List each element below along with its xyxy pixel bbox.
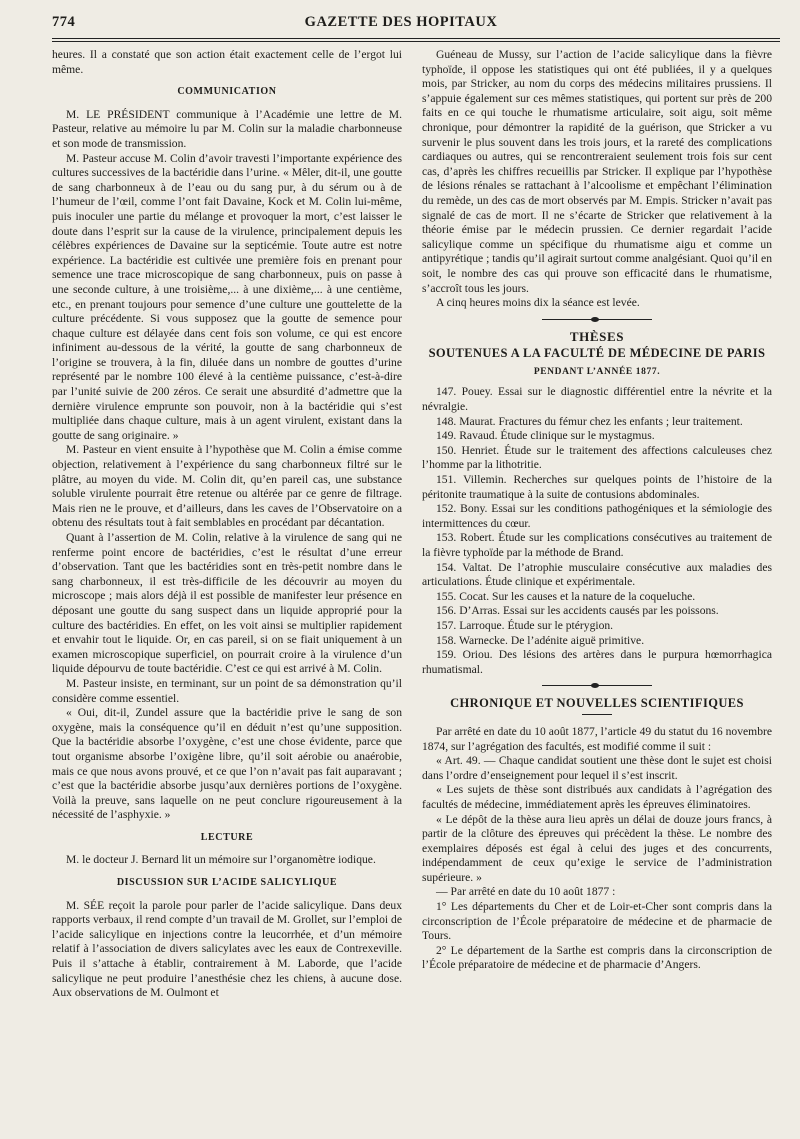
paragraph: M. le docteur J. Bernard lit un mémoire sur l’organomètre iodique. [66, 853, 376, 867]
right-column [422, 48, 772, 1001]
paragraph: M. SÉE reçoit la parole pour parler de l’acide salicylique. Dans deux rapports verbaux, il rend compte d’un travail de M. Grollet, sur l’emploi de l’acide salicylique en injections contre la leucorrhée, et d’un mémoire relatif à l’association de divers salicylates avec les eaux de Contrexeville. Puis il s’attache à établir, contrairement à M. Laborde, que l’acide salicylique ne peut produire l’anesthésie chez les chiens, à aucune dose. Aux observations de M. Oulmont et [52, 898, 402, 1000]
section-heading-chronique: CHRONIQUE ET NOUVELLES SCIENTIFIQUES [450, 696, 744, 711]
thesis-item: 157. Larroque. Étude sur le ptérygion. [436, 618, 614, 632]
thesis-item: 153. Robert. Étude sur les complications consécutives au traitement de la fièvre typhoïde par la méthode de Brand. [422, 531, 772, 559]
thesis-item: 149. Ravaud. Étude clinique sur le mystagmus. [436, 429, 655, 443]
thesis-item: 154. Valtat. De l’atrophie musculaire consécutive aux maladies des articulations. Étude clinique et expérimentale. [422, 560, 772, 589]
section-subheading-faculte: SOUTENUES A LA FACULTÉ DE MÉDECINE DE PARIS [428, 346, 766, 361]
thesis-item: 156. D’Arras. Essai sur les accidents causés par les poissons. [436, 604, 719, 618]
thesis-item: 158. Warnecke. De l’adénite aiguë primitive. [436, 633, 645, 647]
paragraph: Par arrêté en date du 10 août 1877, l’article 49 du statut du 16 novembre 1874, sur l’agrégation des facultés, est modifié comme il suit : [422, 724, 772, 753]
publication-title: GAZETTE DES HOPITAUX [304, 14, 498, 30]
left-column [52, 48, 402, 1001]
paragraph: A cinq heures moins dix la séance est levée. [436, 296, 640, 310]
thesis-item: 150. Henriet. Étude sur le traitement des affections calculeuses chez l’homme par la lithotritie. [422, 443, 772, 472]
thesis-item: 148. Maurat. Fractures du fémur chez les enfants ; leur traitement. [436, 414, 743, 428]
header-rule-thin [52, 41, 780, 42]
paragraph: Quant à l’assertion de M. Colin, relative à la virulence de sang qui ne renferme point encore de bactéridies, c’est le résultat d’une erreur d’observation. Tant que les bactéridies sont en très-petit nombre dans le sang charbonneux, il est très-difficile de les découvrir au moyen du microscope ; mais alors déjà il est possible de manifester leur présence en déposant une goutte du sang suspect dans un liquide approprié pour la culture des bactéridies. En effet, on les voit ainsi se multiplier rapidement et envahir tout le liquide. Or, en cas pareil, si on se fiait uniquement à un examen microscopique superficiel, on pourrait croire à la virulence d’un liquide dépourvu de toute bactéridie. C’est ce qui est arrivé à M. Colin. [52, 531, 402, 676]
section-heading-communication: COMMUNICATION [177, 86, 277, 98]
paragraph: 1° Les départements du Cher et de Loir-et-Cher sont compris dans la circonscription de l’École préparatoire de médecine et de pharmacie de Tours. [422, 900, 772, 943]
section-separator [422, 685, 772, 686]
paragraph: Guéneau de Mussy, sur l’action de l’acide salicylique dans la fièvre typhoïde, il oppose les statistiques qui ont été publiées, il y a quelques mois, par Stricker, au nom du corps des médecins militaires prussiens. Il s’appuie également sur ces mêmes statistiques, qui portent sur près de 200 faits en ce qui touche le rhumatisme articulaire, soit aigu, soit même chronique, pour démontrer la rapidité de la guérison, que Stricker a vu survenir le plus souvent dans les trois jours, et la rareté des complications cardiaques ou autres, qui se rencontreraient seulement trois fois sur cent cas, d’après les chiffres recueillis par Stricker. Il explique par l’hypothèse de lésions rénales se rattachant à l’alcoolisme et empêchant l’élimination du remède, un des cas de mort observés par M. Empis. Stricker n’avait pas signalé de cas de mort. Il ne s’écarte de Stricker que relativement à la théorie émise par le médecin prussien. Ce dernier regardait l’acide salicylique comme un spécifique du rhumatisme aigu et comme un antipyrétique ; tandis qu’il agirait surtout comme analgésiant. Quoi qu’il en soit, le nombre des cas qui prouve son efficacité dans le rhumatisme, s’accroît tous les jours. [422, 48, 772, 295]
page-number: 774 [52, 14, 76, 30]
section-heading-theses: THÈSES [569, 328, 625, 344]
paragraph: — Par arrêté en date du 10 août 1877 : [436, 885, 616, 899]
paragraph: M. Pasteur insiste, en terminant, sur un point de sa démonstration qu’il considère comme essentiel. [52, 676, 402, 705]
section-heading-discussion: DISCUSSION SUR L’ACIDE SALICYLIQUE [116, 877, 338, 889]
section-separator [422, 319, 772, 320]
header-rule [52, 38, 780, 39]
paragraph: « Les sujets de thèse sont distribués aux candidats à l’agrégation des facultés de médecine, immédiatement après les épreuves éliminatoires. [422, 783, 772, 811]
page-header [52, 14, 780, 36]
section-heading-lecture: LECTURE [200, 831, 254, 843]
paragraph: « Oui, dit-il, Zundel assure que la bactéridie prive le sang de son oxygène, mais la conséquence qu’il en déduit n’est qu’une supposition. Que la bactéridie absorbe l’oxygène, c’est une chose évidente, parce que tout organisme absorbe l’oxigène libre, qu’il soit aérobie ou anaérobie, mais ce que nous avons prouvé, et ce que l’on n’avait pas fait auparavant ; c’est que la bactéridie absorbe jusqu’aux dernières portions de l’oxygène. Voilà la preuve, sans laquelle on ne peut conclure rigoureusement à la nécessité de l’asphyxie. » [52, 706, 402, 822]
article-columns [52, 48, 780, 1001]
thesis-item: 159. Oriou. Des lésions des artères dans le purpura hœmorrhagica rhumatismal. [422, 648, 772, 676]
thesis-item: 151. Villemin. Recherches sur quelques points de l’histoire de la péritonite traumatique à la suite de contusions abdominales. [422, 473, 772, 501]
paragraph: M. Pasteur en vient ensuite à l’hypothèse que M. Colin a émise comme objection, relativement à l’expérience du sang charbonneux filtré sur le plâtre, au moyen du vide. M. Colin dit, qu’en pareil cas, une substance soluble virulente pourrait être retenue ou altérée par ce genre de filtrage. Mais rien ne le prouve, et d’ailleurs, dans les caves de l’Observatoire on a obtenu des résultats tout à fait semblables en procédant par décantation. [52, 443, 402, 530]
paragraph: M. LE PRÉSIDENT communique à l’Académie une lettre de M. Pasteur, relative au mémoire lu par M. Colin sur la maladie charbonneuse et son mode de transmission. [52, 107, 402, 150]
paragraph: heures. Il a constaté que son action était exactement celle de l’ergot lui même. [52, 48, 402, 76]
thesis-item: 152. Bony. Essai sur les conditions pathogéniques et la sémiologie des intermittences du cœur. [422, 502, 772, 530]
paragraph: M. Pasteur accuse M. Colin d’avoir travesti l’importante expérience des cultures successives de la bactéridie dans l’urine. « Mêler, dit-il, une goutte de sang charbonneux à de l’eau ou du sang pur, à du sérum ou à de l’humeur de l’œil, comme l’ont fait Davaine, Kock et M. Colin lui-même, puis inoculer une partie du mélange et provoquer la mort, c’est laisser le doute dans l’esprit sur la cause de la virulence, principalement depuis les célèbres expériences de Davaine sur la septicémie. Toute autre est notre expérience. La bactéridie est cultivée une première fois en prenant pour semence une trace microscopique de sang charbonneux, puis on passe à une seconde culture, à une troisième,... à une dixième,... à une centième, etc., en prenant toujours pour semence d’une culture une gouttelette de la culture précédente. Si vous supposez que la goutte de semence pour chaque culture est délayée dans cent fois son volume, ce qui est encore infiniment au-dessous de la vérité, la goutte de sang charbonneux de l’origine se trouvera, à la fin, diluée dans un nombre de gouttes d’urine représenté par le nombre 100 élevé à la centième puissance, c’est-à-dire par l’unité suivie de 200 zéros. Ce serait une absurdité d’admettre que la dernière virulence emprunte son pouvoir, non à la bactéridie qui s’est multipliée dans chaque culture, mais à un agent virulent, existant dans la goutte de sang originaire. » [52, 151, 402, 442]
paragraph: « Le dépôt de la thèse aura lieu après un délai de douze jours francs, à partir de la clôture des épreuves qui précèdent la thèse. Le nombre des exemplaires déposés est égal à celui des juges et des concurrents, indépendamment de ceux qu’exige le service de l’administration supérieure. » [422, 812, 772, 884]
paragraph: « Art. 49. — Chaque candidat soutient une thèse dont le sujet est choisi dans l’ordre d’enseignement pour lequel il s’est inscrit. [422, 754, 772, 782]
thesis-item: 155. Cocat. Sur les causes et la nature de la coqueluche. [436, 589, 696, 603]
section-subheading-year: PENDANT L’ANNÉE 1877. [533, 366, 661, 377]
thesis-item: 147. Pouey. Essai sur le diagnostic différentiel entre la névrite et la névralgie. [422, 385, 772, 414]
heading-underline [582, 714, 612, 715]
paragraph: 2° Le département de la Sarthe est compris dans la circonscription de l’École préparatoire de médecine et de pharmacie d’Angers. [422, 943, 772, 972]
